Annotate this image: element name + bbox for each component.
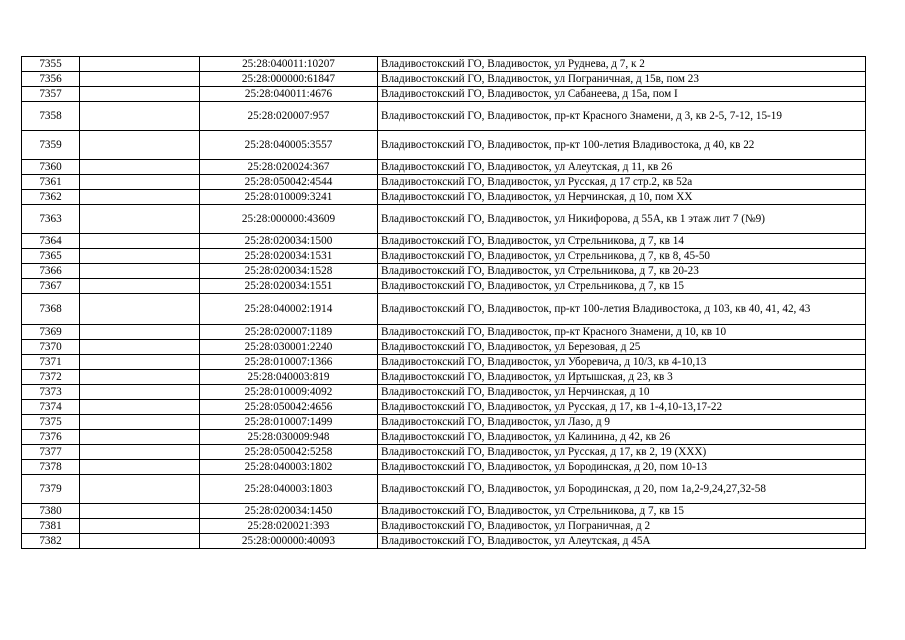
cadastral-number: 25:28:000000:40093 (200, 534, 378, 549)
row-number: 7382 (22, 534, 80, 549)
address: Владивостокский ГО, Владивосток, ул Пограничная, д 15в, пом 23 (378, 72, 866, 87)
address: Владивостокский ГО, Владивосток, ул Алеутская, д 11, кв 26 (378, 160, 866, 175)
address: Владивостокский ГО, Владивосток, ул Стрельникова, д 7, кв 20-23 (378, 264, 866, 279)
cadastral-number: 25:28:020034:1551 (200, 279, 378, 294)
property-table-body (22, 57, 866, 549)
table-row (22, 175, 866, 190)
empty-cell (80, 445, 200, 460)
address: Владивостокский ГО, Владивосток, ул Русская, д 17, кв 2, 19 (XXX) (378, 445, 866, 460)
table-row (22, 460, 866, 475)
row-number: 7357 (22, 87, 80, 102)
row-number: 7356 (22, 72, 80, 87)
address: Владивостокский ГО, Владивосток, ул Калинина, д 42, кв 26 (378, 430, 866, 445)
cadastral-number: 25:28:040005:3557 (200, 131, 378, 160)
row-number: 7368 (22, 294, 80, 325)
table-row (22, 385, 866, 400)
empty-cell (80, 205, 200, 234)
table-row (22, 445, 866, 460)
cadastral-number: 25:28:050042:5258 (200, 445, 378, 460)
empty-cell (80, 325, 200, 340)
table-row (22, 340, 866, 355)
address: Владивостокский ГО, Владивосток, ул Иртышская, д 23, кв 3 (378, 370, 866, 385)
cadastral-number: 25:28:020034:1531 (200, 249, 378, 264)
table-row (22, 205, 866, 234)
row-number: 7362 (22, 190, 80, 205)
address: Владивостокский ГО, Владивосток, пр-кт 100-летия Владивостока, д 103, кв 40, 41, 42, 43 (378, 294, 866, 325)
table-row (22, 190, 866, 205)
empty-cell (80, 385, 200, 400)
empty-cell (80, 160, 200, 175)
address: Владивостокский ГО, Владивосток, ул Стрельникова, д 7, кв 15 (378, 279, 866, 294)
cadastral-number: 25:28:040003:819 (200, 370, 378, 385)
table-row (22, 57, 866, 72)
cadastral-number: 25:28:000000:43609 (200, 205, 378, 234)
table-row (22, 72, 866, 87)
empty-cell (80, 460, 200, 475)
empty-cell (80, 519, 200, 534)
row-number: 7363 (22, 205, 80, 234)
empty-cell (80, 400, 200, 415)
cadastral-number: 25:28:020007:1189 (200, 325, 378, 340)
row-number: 7373 (22, 385, 80, 400)
cadastral-number: 25:28:030009:948 (200, 430, 378, 445)
empty-cell (80, 57, 200, 72)
table-row (22, 519, 866, 534)
address: Владивостокский ГО, Владивосток, пр-кт Красного Знамени, д 3, кв 2-5, 7-12, 15-19 (378, 102, 866, 131)
address: Владивостокский ГО, Владивосток, ул Стрельникова, д 7, кв 8, 45-50 (378, 249, 866, 264)
empty-cell (80, 370, 200, 385)
cadastral-number: 25:28:050042:4544 (200, 175, 378, 190)
table-row (22, 475, 866, 504)
empty-cell (80, 249, 200, 264)
cadastral-number: 25:28:040003:1802 (200, 460, 378, 475)
address: Владивостокский ГО, Владивосток, ул Березовая, д 25 (378, 340, 866, 355)
cadastral-number: 25:28:030001:2240 (200, 340, 378, 355)
row-number: 7377 (22, 445, 80, 460)
row-number: 7355 (22, 57, 80, 72)
cadastral-number: 25:28:010007:1499 (200, 415, 378, 430)
cadastral-number: 25:28:050042:4656 (200, 400, 378, 415)
address: Владивостокский ГО, Владивосток, ул Русская, д 17, кв 1-4,10-13,17-22 (378, 400, 866, 415)
row-number: 7380 (22, 504, 80, 519)
cadastral-number: 25:28:020007:957 (200, 102, 378, 131)
cadastral-number: 25:28:020034:1528 (200, 264, 378, 279)
address: Владивостокский ГО, Владивосток, ул Уборевича, д 10/3, кв 4-10,13 (378, 355, 866, 370)
property-table (21, 56, 866, 549)
empty-cell (80, 475, 200, 504)
empty-cell (80, 264, 200, 279)
address: Владивостокский ГО, Владивосток, ул Руднева, д 7, к 2 (378, 57, 866, 72)
table-row (22, 534, 866, 549)
cadastral-number: 25:28:040011:4676 (200, 87, 378, 102)
row-number: 7370 (22, 340, 80, 355)
cadastral-number: 25:28:040002:1914 (200, 294, 378, 325)
table-row (22, 355, 866, 370)
cadastral-number: 25:28:040003:1803 (200, 475, 378, 504)
table-row (22, 279, 866, 294)
empty-cell (80, 294, 200, 325)
cadastral-number: 25:28:010009:3241 (200, 190, 378, 205)
cadastral-number: 25:28:000000:61847 (200, 72, 378, 87)
address: Владивостокский ГО, Владивосток, ул Русская, д 17 стр.2, кв 52а (378, 175, 866, 190)
row-number: 7369 (22, 325, 80, 340)
row-number: 7358 (22, 102, 80, 131)
address: Владивостокский ГО, Владивосток, ул Нерчинская, д 10 (378, 385, 866, 400)
row-number: 7379 (22, 475, 80, 504)
table-row (22, 160, 866, 175)
table-row (22, 249, 866, 264)
cadastral-number: 25:28:040011:10207 (200, 57, 378, 72)
cadastral-number: 25:28:020021:393 (200, 519, 378, 534)
cadastral-number: 25:28:020034:1450 (200, 504, 378, 519)
empty-cell (80, 534, 200, 549)
cadastral-number: 25:28:010009:4092 (200, 385, 378, 400)
empty-cell (80, 430, 200, 445)
table-row (22, 325, 866, 340)
empty-cell (80, 190, 200, 205)
row-number: 7367 (22, 279, 80, 294)
empty-cell (80, 504, 200, 519)
empty-cell (80, 415, 200, 430)
address: Владивостокский ГО, Владивосток, ул Лазо, д 9 (378, 415, 866, 430)
row-number: 7371 (22, 355, 80, 370)
table-row (22, 400, 866, 415)
empty-cell (80, 175, 200, 190)
table-row (22, 415, 866, 430)
row-number: 7374 (22, 400, 80, 415)
table-row (22, 87, 866, 102)
empty-cell (80, 340, 200, 355)
address: Владивостокский ГО, Владивосток, ул Бородинская, д 20, пом 1а,2-9,24,27,32-58 (378, 475, 866, 504)
address: Владивостокский ГО, Владивосток, ул Пограничная, д 2 (378, 519, 866, 534)
address: Владивостокский ГО, Владивосток, ул Никифорова, д 55А, кв 1 этаж лит 7 (№9) (378, 205, 866, 234)
empty-cell (80, 234, 200, 249)
cadastral-number: 25:28:020034:1500 (200, 234, 378, 249)
row-number: 7359 (22, 131, 80, 160)
row-number: 7375 (22, 415, 80, 430)
empty-cell (80, 72, 200, 87)
table-row (22, 102, 866, 131)
cadastral-number: 25:28:020024:367 (200, 160, 378, 175)
address: Владивостокский ГО, Владивосток, ул Стрельникова, д 7, кв 15 (378, 504, 866, 519)
address: Владивостокский ГО, Владивосток, ул Алеутская, д 45А (378, 534, 866, 549)
row-number: 7365 (22, 249, 80, 264)
cadastral-number: 25:28:010007:1366 (200, 355, 378, 370)
row-number: 7361 (22, 175, 80, 190)
table-row (22, 504, 866, 519)
empty-cell (80, 355, 200, 370)
table-row (22, 294, 866, 325)
address: Владивостокский ГО, Владивосток, пр-кт 100-летия Владивостока, д 40, кв 22 (378, 131, 866, 160)
address: Владивостокский ГО, Владивосток, ул Сабанеева, д 15а, пом I (378, 87, 866, 102)
table-row (22, 264, 866, 279)
row-number: 7376 (22, 430, 80, 445)
address: Владивостокский ГО, Владивосток, ул Стрельникова, д 7, кв 14 (378, 234, 866, 249)
table-row (22, 370, 866, 385)
address: Владивостокский ГО, Владивосток, ул Бородинская, д 20, пом 10-13 (378, 460, 866, 475)
row-number: 7378 (22, 460, 80, 475)
table-row (22, 430, 866, 445)
table-row (22, 131, 866, 160)
row-number: 7360 (22, 160, 80, 175)
row-number: 7372 (22, 370, 80, 385)
address: Владивостокский ГО, Владивосток, ул Нерчинская, д 10, пом XX (378, 190, 866, 205)
empty-cell (80, 102, 200, 131)
empty-cell (80, 87, 200, 102)
row-number: 7381 (22, 519, 80, 534)
table-row (22, 234, 866, 249)
row-number: 7364 (22, 234, 80, 249)
empty-cell (80, 131, 200, 160)
row-number: 7366 (22, 264, 80, 279)
address: Владивостокский ГО, Владивосток, пр-кт Красного Знамени, д 10, кв 10 (378, 325, 866, 340)
empty-cell (80, 279, 200, 294)
